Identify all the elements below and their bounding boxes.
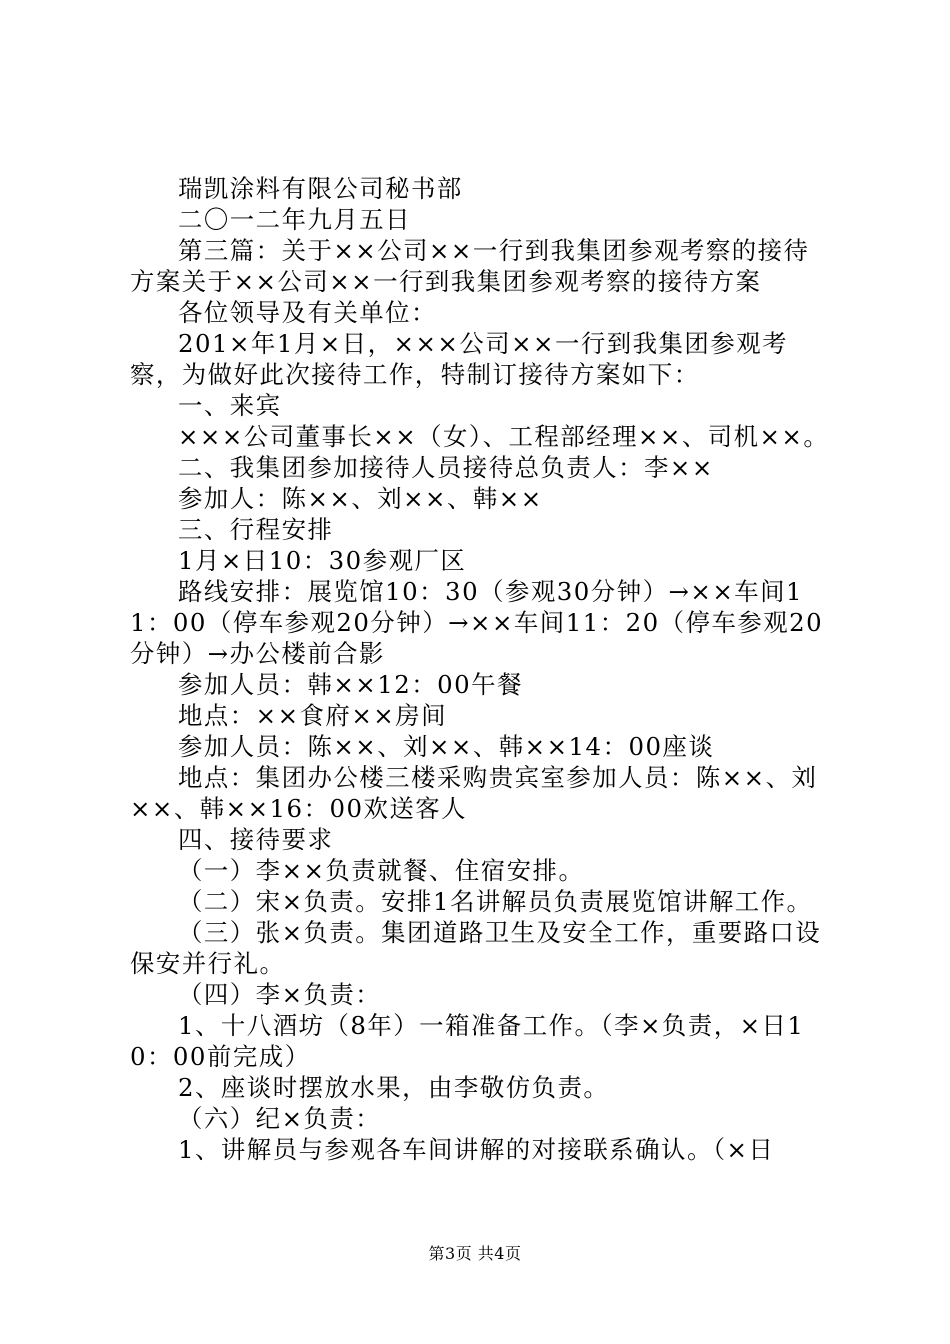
paragraph-req-6-item-1: 1、讲解员与参观各车间讲解的对接联系确认。（×日 — [178, 1135, 775, 1164]
paragraph-guests: ×××公司董事长××（女）、工程部经理××、司机××。 — [178, 422, 830, 451]
paragraph-lunch-location: 地点：××食府××房间 — [178, 701, 447, 730]
paragraph-participants: 参加人：陈××、刘××、韩×× — [178, 484, 543, 513]
paragraph-meeting: 参加人员：陈××、刘××、韩××14：00座谈 — [178, 732, 715, 761]
paragraph-route: 路线安排：展览馆10：30（参观30分钟）→××车间11：00（停车参观20分钟）→××车间11：20（停车参观20分钟）→办公楼前合影 — [130, 577, 824, 668]
paragraph-lunch: 参加人员：韩××12：00午餐 — [178, 670, 523, 699]
page-footer: 第3页 共4页 — [428, 1244, 522, 1263]
paragraph-heading-staff: 二、我集团参加接待人员接待总负责人：李×× — [178, 453, 714, 482]
paragraph-heading-schedule: 三、行程安排 — [178, 515, 334, 544]
paragraph-req-2: （二）宋×负责。安排1名讲解员负责展览馆讲解工作。 — [178, 887, 813, 916]
paragraph-sender: 瑞凯涂料有限公司秘书部 — [178, 174, 463, 203]
paragraph-req-4-item-1: 1、十八酒坊（8年）一箱准备工作。（李×负责，×日10：00前完成） — [130, 1011, 805, 1071]
paragraph-req-6: （六）纪×负责： — [178, 1104, 382, 1133]
paragraph-meeting-location: 地点：集团办公楼三楼采购贵宾室参加人员：陈××、刘××、韩××16：00欢送客人 — [130, 763, 818, 823]
paragraph-schedule-visit: 1月×日10：30参观厂区 — [178, 546, 467, 575]
paragraph-req-4-item-2: 2、座谈时摆放水果，由李敬仿负责。 — [178, 1073, 610, 1102]
paragraph-salutation: 各位领导及有关单位： — [178, 298, 437, 327]
paragraph-heading-requirements: 四、接待要求 — [178, 825, 334, 854]
document-body — [130, 173, 830, 1165]
paragraph-heading-guests: 一、来宾 — [178, 391, 282, 420]
paragraph-intro: 201×年1月×日，×××公司××一行到我集团参观考察，为做好此次接待工作，特制订接待方案如下： — [130, 329, 788, 389]
paragraph-date: 二〇一二年九月五日 — [178, 205, 412, 234]
paragraph-section-title: 第三篇：关于××公司××一行到我集团参观考察的接待方案关于××公司××一行到我集团参观考察的接待方案 — [130, 236, 810, 296]
paragraph-req-4: （四）李×负责： — [178, 980, 382, 1009]
paragraph-req-3: （三）张×负责。集团道路卫生及安全工作，重要路口设保安并行礼。 — [130, 918, 822, 978]
paragraph-req-1: （一）李××负责就餐、住宿安排。 — [178, 856, 585, 885]
